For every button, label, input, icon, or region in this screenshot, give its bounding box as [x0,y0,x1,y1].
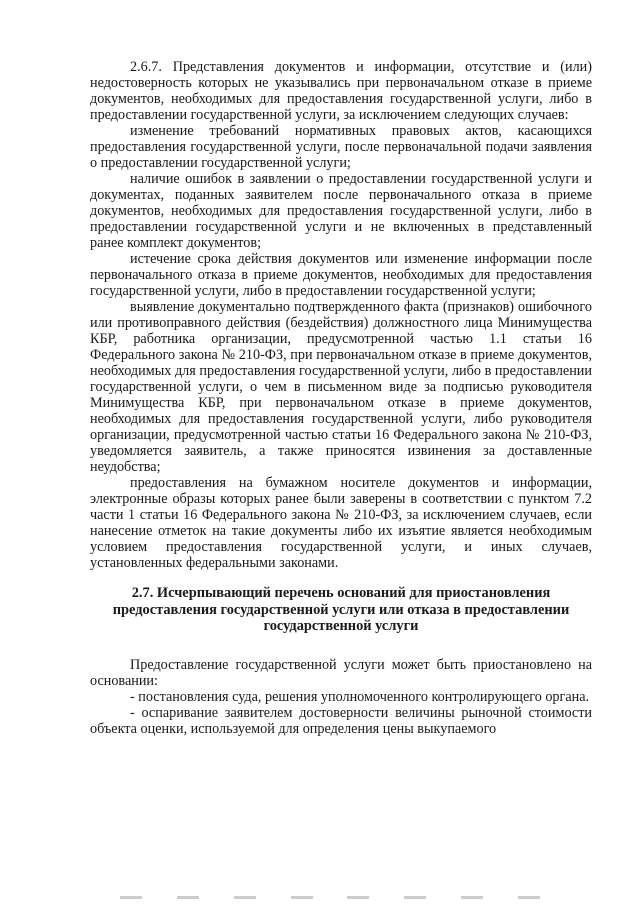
scan-mark [291,896,313,899]
paragraph-case-unlawful-action: выявление документально подтвержденного факта (признаков) ошибочного или противоправного действия (бездействия) должностного лица Минимущества КБР, работника организации, предусмотренной частью 1.1 статьи 16 Федерального закона № 210-ФЗ, при первоначальном отказе в приеме документов, необходимых для предоставления государственной услуги, либо в предоставлении государственной услуги, о чем в письменном виде за подписью руководителя Минимущества КБР, при первоначальном отказе в приеме документов, необходимых для предоставления государственной услуги, либо руководителя организации, предусмотренной частью статьи 16 Федерального закона № 210-ФЗ, уведомляется заявитель, а также приносятся извинения за доставленные неудобства; [90,299,592,475]
paragraph-case-requirements-change: изменение требований нормативных правовых актов, касающихся предоставления государственной услуги, после первоначальной подачи заявления о предоставлении государственной услуги; [90,123,592,171]
scan-mark [120,896,142,899]
paragraph-case-errors: наличие ошибок в заявлении о предоставлении государственной услуги и документах, поданных заявителем после первоначального отказа в приеме документов, необходимых для предоставления государственной услуги, либо в предоставлении государственной услуги и не включенных в представленный ранее комплект документов; [90,171,592,251]
scan-mark [404,896,426,899]
scan-mark [347,896,369,899]
scan-mark [518,896,540,899]
paragraph-suspension-dispute: - оспаривание заявителем достоверности величины рыночной стоимости объекта оценки, используемой для определения цены выкупаемого [90,704,592,737]
paragraph-case-expiry: истечение срока действия документов или изменение информации после первоначального отказа в приеме документов, необходимых для предоставления государственной услуги, либо в предоставлении государственной услуги; [90,251,592,299]
spacer [90,635,592,657]
paragraph-2-6-7: 2.6.7. Представления документов и информации, отсутствие и (или) недостоверность которых не указывались при первоначальном отказе в приеме документов, необходимых для предоставления государственной услуги, либо в предоставлении государственной услуги, за исключением следующих случаев: [90,59,592,123]
scan-mark [461,896,483,899]
document-body [90,59,592,737]
paragraph-case-paper-documents: предоставления на бумажном носителе документов и информации, электронные образы которых ранее были заверены в соответствии с пунктом 7.2 части 1 статьи 16 Федерального закона № 210-ФЗ, за исключением случаев, если нанесение отметок на такие документы либо их изъятие является необходимым условием предоставления государственной услуги, и иных случаев, установленных федеральными законами. [90,475,592,571]
scan-mark [177,896,199,899]
scan-edge-marks [120,896,540,900]
paragraph-suspension-court: - постановления суда, решения уполномоченного контролирующего органа. [130,688,590,705]
section-heading-2-7: 2.7. Исчерпывающий перечень оснований для приостановления предоставления государственной услуги или отказа в предоставлении государственной услуги [112,585,570,634]
paragraph-suspension-intro: Предоставление государственной услуги может быть приостановлено на основании: [90,656,592,689]
scan-mark [234,896,256,899]
